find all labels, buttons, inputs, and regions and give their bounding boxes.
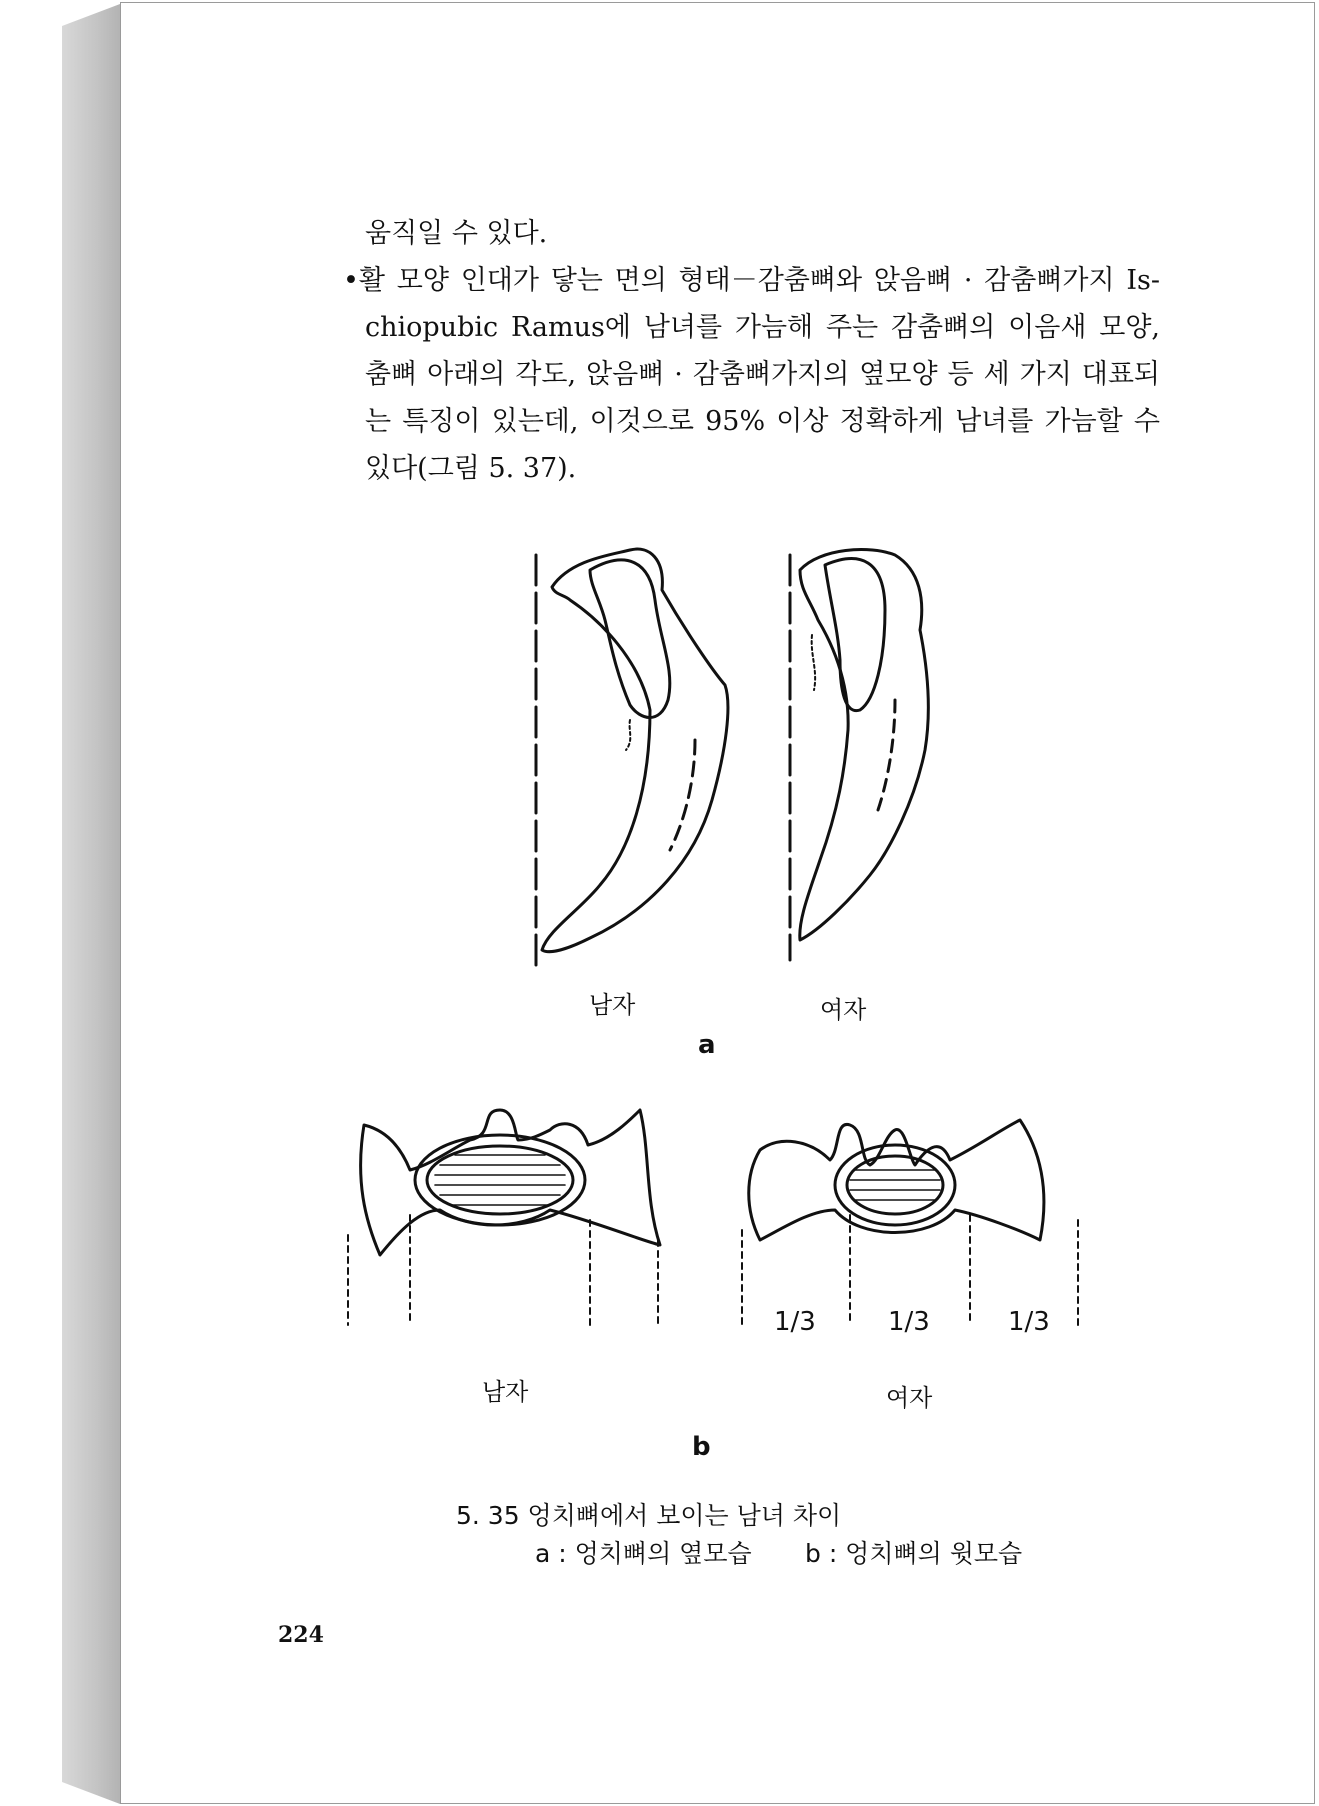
book-spine xyxy=(62,4,120,1804)
male-facet xyxy=(590,560,670,718)
figure-a-illustration xyxy=(500,530,960,980)
panel-b-letter: b xyxy=(692,1432,711,1462)
male-sacrum-top-outline xyxy=(361,1110,660,1255)
panel-b-label-male: 남자 xyxy=(482,1378,529,1406)
male-body-top xyxy=(415,1135,585,1225)
third-label-3: 1/3 xyxy=(1008,1307,1050,1337)
third-label-2: 1/3 xyxy=(888,1307,930,1337)
text-line-3: chiopubic Ramus에 남녀를 가늠해 주는 감춤뼈의 이음새 모양, xyxy=(365,312,1160,343)
panel-a-label-male: 남자 xyxy=(589,991,636,1019)
text-line-2: •활 모양 인대가 닿는 면의 형태－감춤뼈와 앉음뼈 · 감춤뼈가지 Is- xyxy=(343,265,1160,296)
page-number: 224 xyxy=(278,1622,324,1648)
body-text xyxy=(240,210,1160,492)
figure-caption-sub-b: b : 엉치뼈의 윗모습 xyxy=(805,1539,1023,1568)
text-line-5: 는 특징이 있는데, 이것으로 95% 이상 정확하게 남녀를 가늠할 수 xyxy=(365,406,1160,437)
panel-a-label-female: 여자 xyxy=(820,996,867,1024)
female-sacrum-outline xyxy=(800,550,929,940)
figure-b-illustration xyxy=(340,1090,1100,1350)
text-line-1: 움직일 수 있다. xyxy=(365,218,548,249)
figure-caption-title: 5. 35 엉치뼈에서 보이는 남녀 차이 xyxy=(456,1501,842,1530)
figure-caption-sub-a: a : 엉치뼈의 옆모습 xyxy=(535,1539,752,1568)
text-line-6: 있다(그림 5. 37). xyxy=(365,453,577,484)
panel-b-label-female: 여자 xyxy=(886,1384,933,1412)
female-facet xyxy=(825,559,885,711)
male-sacrum-outline xyxy=(542,549,728,952)
text-line-4: 춤뼈 아래의 각도, 앉음뼈 · 감춤뼈가지의 옆모양 등 세 가지 대표되 xyxy=(365,359,1160,390)
third-label-1: 1/3 xyxy=(774,1307,816,1337)
panel-a-letter: a xyxy=(698,1030,716,1060)
